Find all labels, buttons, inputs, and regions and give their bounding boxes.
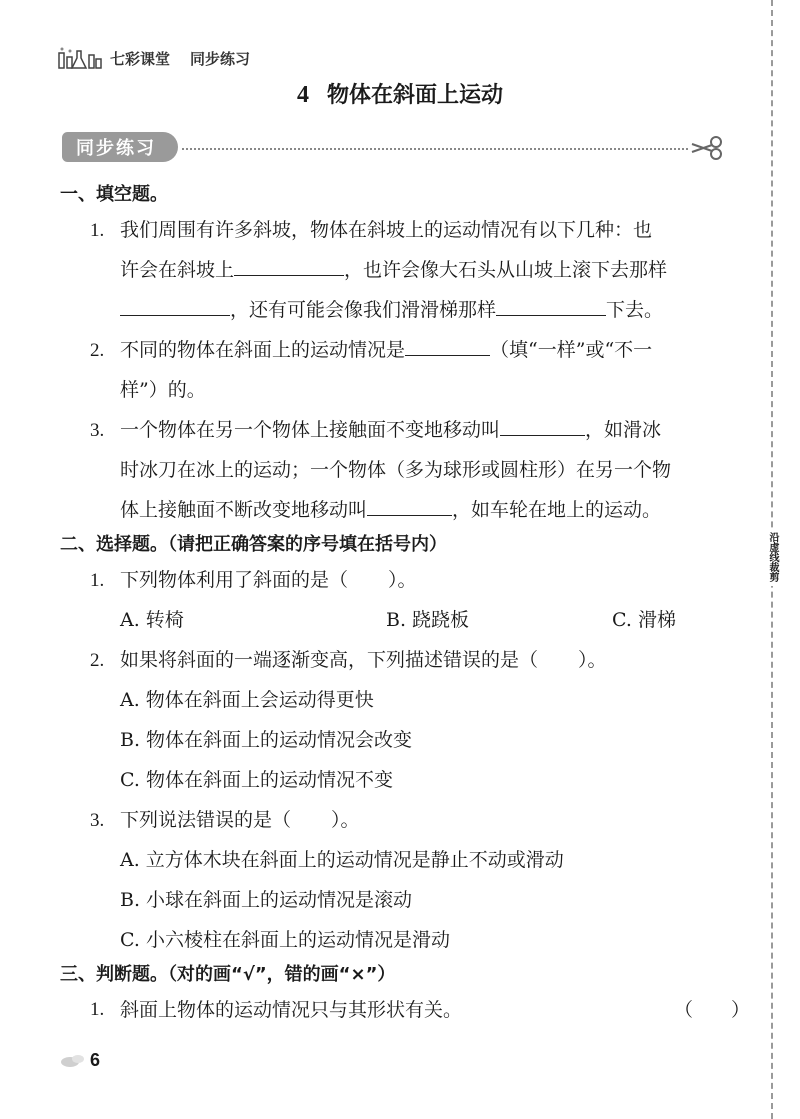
- question-text: 样”）的。: [120, 379, 206, 401]
- question-text: 下列说法错误的是（: [120, 809, 292, 831]
- header-subtitle: 同步练习: [190, 49, 251, 68]
- question-text: （填“一样”或“不一: [490, 339, 653, 361]
- fill-q1-line3: [60, 290, 750, 330]
- question-number: 1.: [90, 570, 105, 591]
- brand-name: 七彩课堂: [110, 49, 171, 68]
- question-text: ，也许会像大石头从山坡上滚下去那样: [344, 259, 668, 281]
- option-b[interactable]: B. 跷跷板: [386, 609, 470, 631]
- answer-blank[interactable]: [405, 331, 490, 356]
- choice-q1-options: [60, 600, 750, 640]
- question-text: 一个物体在另一个物体上接触面不变地移动叫: [120, 419, 501, 441]
- option-a[interactable]: A. 转椅: [120, 609, 184, 631]
- choice-q3-stem: [60, 800, 750, 840]
- page-number: 6: [90, 1050, 101, 1070]
- answer-paren[interactable]: （ ）: [673, 999, 750, 1021]
- question-number: 1.: [90, 999, 105, 1020]
- leaf-decoration-icon: [60, 1052, 86, 1070]
- question-text: ）。: [578, 649, 607, 671]
- question-text: 我们周围有许多斜坡，物体在斜坡上的运动情况有以下几种：也: [120, 219, 653, 241]
- scissors-icon: [690, 136, 724, 164]
- question-text: ）。: [331, 809, 360, 831]
- cut-line-label: 沿虚线裁剪: [760, 528, 784, 586]
- question-text: ）。: [388, 569, 417, 591]
- worksheet-content: [60, 180, 750, 1030]
- question-text: 下列物体利用了斜面的是（: [120, 569, 349, 591]
- fill-q2-line2: [60, 370, 750, 410]
- answer-blank[interactable]: [234, 251, 344, 276]
- question-number: 2.: [90, 650, 105, 671]
- fill-q3-line1: [60, 410, 750, 450]
- section-tab: 同步练习: [62, 132, 178, 162]
- judge-section-heading: 三、判断题。（对的画“√”，错的画“×”）: [60, 964, 396, 985]
- option-b[interactable]: B. 小球在斜面上的运动情况是滚动: [120, 889, 413, 911]
- option-c[interactable]: C. 滑梯: [612, 609, 676, 631]
- answer-blank[interactable]: [120, 291, 230, 316]
- question-number: 3.: [90, 420, 105, 441]
- page-header: [58, 46, 250, 70]
- question-number: 1.: [90, 220, 105, 241]
- question-text: ，如车轮在地上的运动。: [452, 499, 662, 521]
- fill-q3-line2: [60, 450, 750, 490]
- option-b[interactable]: B. 物体在斜面上的运动情况会改变: [120, 729, 413, 751]
- question-text: 下去。: [606, 299, 664, 321]
- fill-q2-line1: [60, 330, 750, 370]
- lesson-number: 4: [296, 82, 309, 108]
- fill-q3-line3: [60, 490, 750, 530]
- question-text: ，还有可能会像我们滑滑梯那样: [230, 299, 497, 321]
- judge-q1: [60, 990, 750, 1030]
- answer-blank[interactable]: [367, 491, 452, 516]
- question-text: 许会在斜坡上: [120, 259, 235, 281]
- question-text: 不同的物体在斜面上的运动情况是: [120, 339, 406, 361]
- option-a[interactable]: A. 立方体木块在斜面上的运动情况是静止不动或滑动: [120, 849, 564, 871]
- question-text: ，如滑冰: [585, 419, 662, 441]
- answer-blank[interactable]: [500, 411, 585, 436]
- page-title: [0, 78, 800, 109]
- lesson-title: 物体在斜面上运动: [326, 83, 503, 108]
- question-text: 如果将斜面的一端逐渐变高，下列描述错误的是（: [120, 649, 539, 671]
- question-text: 斜面上物体的运动情况只与其形状有关。: [120, 999, 463, 1021]
- answer-blank[interactable]: [496, 291, 606, 316]
- question-text: 时冰刀在冰上的运动；一个物体（多为球形或圆柱形）在另一个物: [120, 459, 672, 481]
- fill-q1-line2: [60, 250, 750, 290]
- option-c[interactable]: C. 小六棱柱在斜面上的运动情况是滑动: [120, 929, 450, 951]
- option-c[interactable]: C. 物体在斜面上的运动情况不变: [120, 769, 393, 791]
- question-text: 体上接触面不断改变地移动叫: [120, 499, 368, 521]
- choice-q1-stem: [60, 560, 750, 600]
- option-a[interactable]: A. 物体在斜面上会运动得更快: [120, 689, 374, 711]
- fill-q1-line1: [60, 210, 750, 250]
- choice-q2-stem: [60, 640, 750, 680]
- choice-section-heading: 二、选择题。（请把正确答案的序号填在括号内）: [60, 534, 447, 555]
- dotted-divider: [182, 148, 688, 150]
- flask-logo-icon: [58, 47, 102, 69]
- fill-section-heading: 一、填空题。: [60, 184, 168, 205]
- page-footer: [60, 1050, 100, 1071]
- question-number: 2.: [90, 340, 105, 361]
- question-number: 3.: [90, 810, 105, 831]
